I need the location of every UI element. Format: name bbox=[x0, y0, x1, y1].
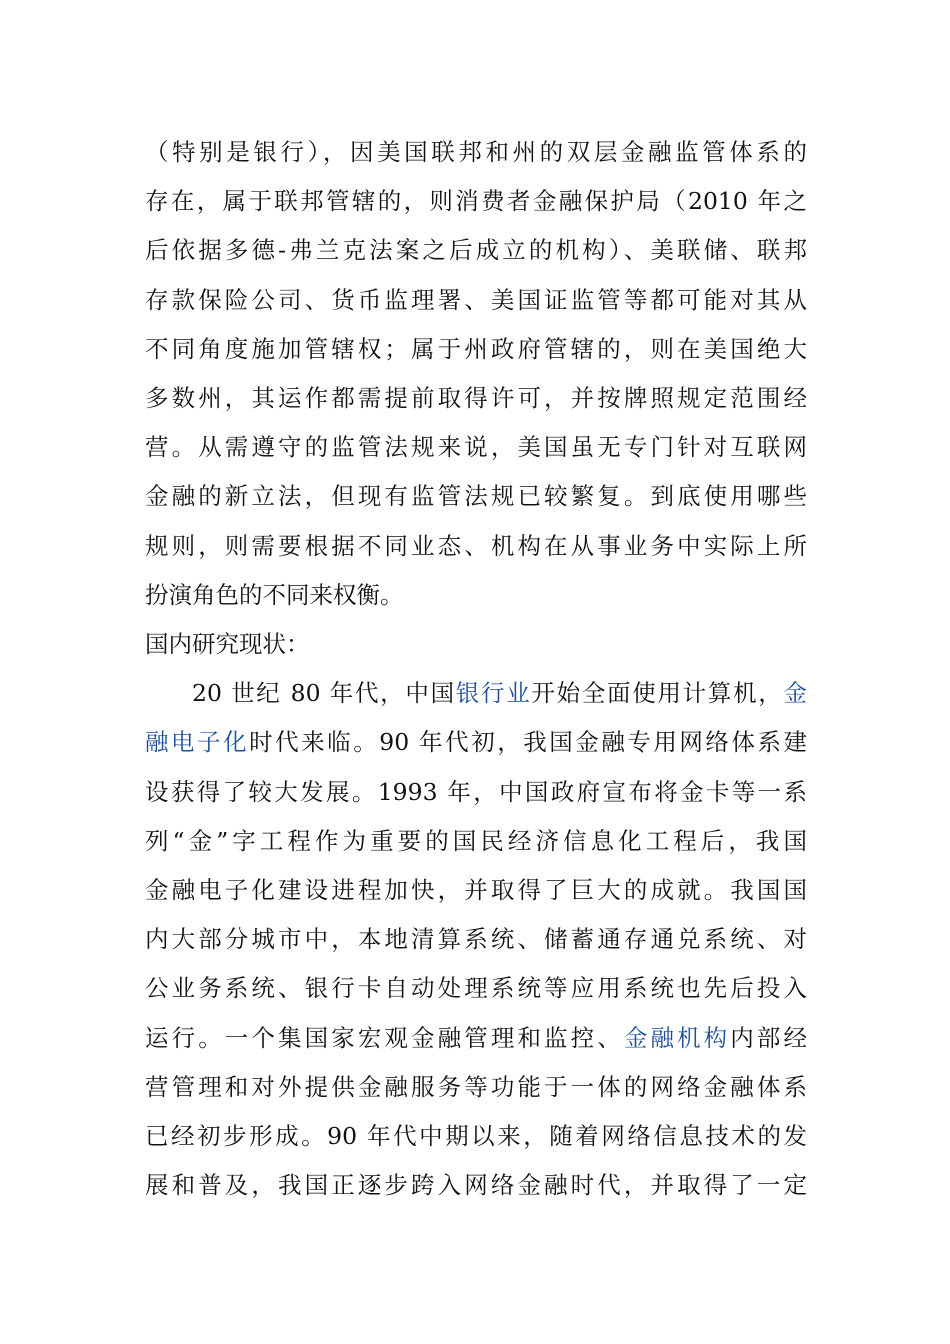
link-financial-electronization-cont[interactable]: 融电子化 bbox=[145, 728, 250, 757]
text-line bbox=[145, 669, 807, 718]
link-financial-institutions[interactable]: 金融机构 bbox=[623, 1023, 731, 1052]
text-line: 展和普及，我国正逐步跨入网络金融时代，并取得了一定 bbox=[145, 1171, 807, 1200]
link-banking-industry[interactable]: 银行业 bbox=[455, 679, 532, 708]
paragraph-china-financial-electronics bbox=[145, 669, 807, 1210]
text-segment: 内部经 bbox=[730, 1023, 808, 1052]
text-line: 内大部分城市中，本地清算系统、储蓄通存通兑系统、对 bbox=[145, 925, 807, 954]
text-segment: 运行。一个集国家宏观金融管理和监控、 bbox=[145, 1023, 624, 1052]
heading-text: 国内研究现状： bbox=[145, 630, 310, 659]
text-line: 金融的新立法，但现有监管法规已较繁复。到底使用哪些 bbox=[145, 482, 807, 511]
text-line: 营管理和对外提供金融服务等功能于一体的网络金融体系 bbox=[145, 1072, 807, 1101]
text-line: 规则，则需要根据不同业态、机构在从事业务中实际上所 bbox=[145, 531, 807, 560]
text-segment: 20 世纪 80 年代，中国 bbox=[192, 679, 456, 708]
text-line bbox=[145, 1014, 807, 1063]
text-line: 扮演角色的不同来权衡。 bbox=[145, 580, 404, 609]
text-line: 已经初步形成。90 年代中期以来，随着网络信息技术的发 bbox=[145, 1122, 807, 1151]
text-line: 设获得了较大发展。1993 年，中国政府宣布将金卡等一系 bbox=[145, 777, 807, 806]
text-line: 公业务系统、银行卡自动处理系统等应用系统也先后投入 bbox=[145, 974, 807, 1003]
text-line bbox=[145, 718, 807, 767]
link-financial-electronization[interactable]: 金 bbox=[783, 679, 808, 708]
text-line: （特别是银行），因美国联邦和州的双层金融监管体系的 bbox=[145, 138, 807, 166]
text-line: 不同角度施加管辖权；属于州政府管辖的，则在美国绝大 bbox=[145, 334, 807, 363]
text-line: 存款保险公司、货币监理署、美国证监管等都可能对其从 bbox=[145, 285, 807, 314]
text-line: 金融电子化建设进程加快，并取得了巨大的成就。我国国 bbox=[145, 876, 807, 905]
paragraph-us-regulation bbox=[145, 128, 807, 620]
text-segment: 时代来临。90 年代初，我国金融专用网络体系建 bbox=[249, 728, 808, 757]
text-segment: 开始全面使用计算机， bbox=[531, 679, 784, 708]
section-heading-domestic-research bbox=[145, 620, 807, 669]
text-line: 多数州，其运作都需提前取得许可，并按牌照规定范围经 bbox=[145, 384, 807, 413]
document-page bbox=[145, 128, 807, 1210]
text-line: 后依据多德-弗兰克法案之后成立的机构）、美联储、联邦 bbox=[145, 236, 807, 265]
text-line: 营。从需遵守的监管法规来说，美国虽无专门针对互联网 bbox=[145, 433, 807, 462]
text-line: 列“金”字工程作为重要的国民经济信息化工程后，我国 bbox=[145, 826, 807, 855]
text-line: 存在，属于联邦管辖的，则消费者金融保护局（2010 年之 bbox=[145, 187, 807, 216]
